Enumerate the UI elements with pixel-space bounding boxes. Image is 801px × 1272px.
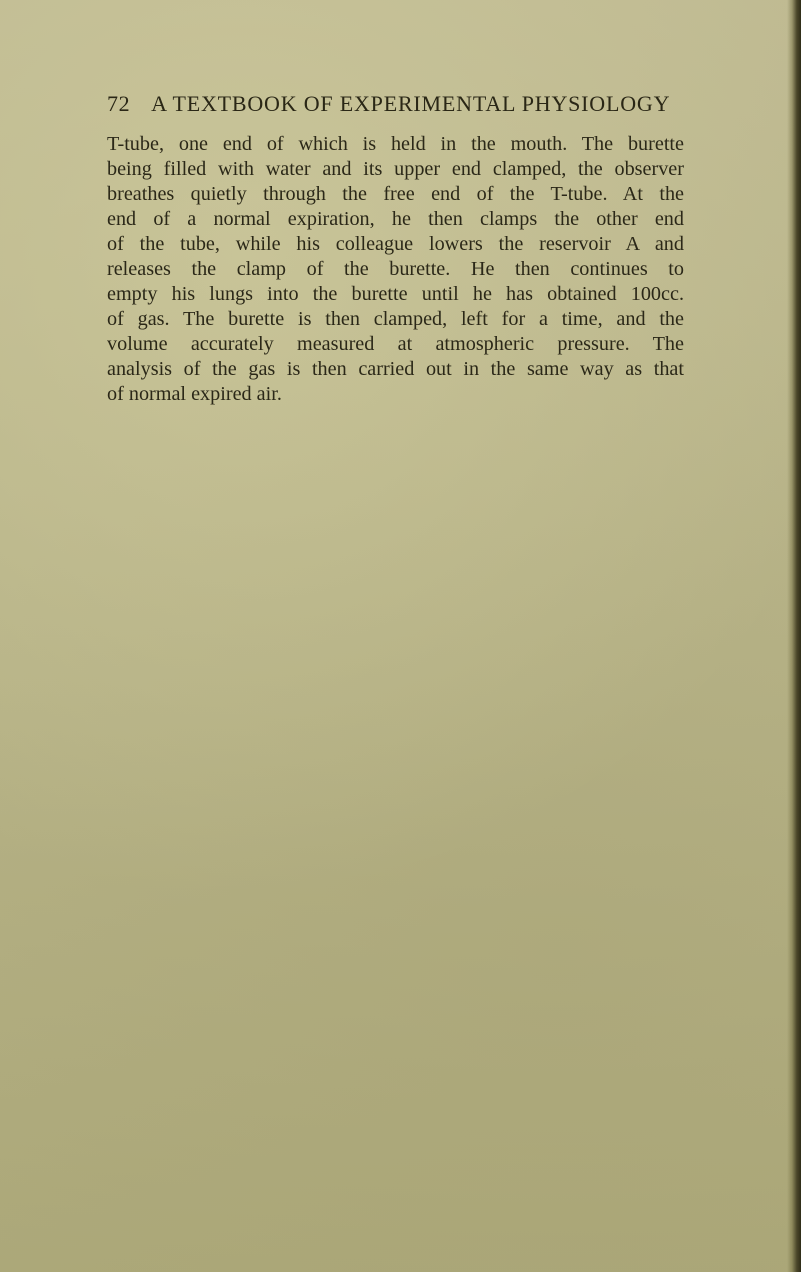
page-edge-shadow	[787, 0, 801, 1272]
text-line: of gas. The burette is then clamped, left for a time, and the	[107, 308, 684, 330]
text-line: T-tube, one end of which is held in the mouth. The burette	[107, 133, 684, 155]
text-line: end of a normal expiration, he then clamps the other end	[107, 208, 684, 230]
text-line: empty his lungs into the burette until he has obtained 100cc.	[107, 283, 684, 305]
text-line: releases the clamp of the burette. He then continues to	[107, 258, 684, 280]
text-line: breathes quietly through the free end of the T-tube. At the	[107, 183, 684, 205]
text-line: of the tube, while his colleague lowers the reservoir A and	[107, 233, 684, 255]
text-line: being filled with water and its upper end clamped, the observer	[107, 158, 684, 180]
running-head	[107, 91, 767, 117]
book-title-header: A TEXTBOOK OF EXPERIMENTAL PHYSIOLOGY	[151, 91, 671, 116]
text-line: of normal expired air.	[107, 383, 282, 405]
body-paragraph	[107, 132, 684, 407]
text-line: analysis of the gas is then carried out in the same way as that	[107, 358, 684, 380]
text-line: volume accurately measured at atmospheric pressure. The	[107, 333, 684, 355]
page-number: 72	[107, 91, 131, 116]
